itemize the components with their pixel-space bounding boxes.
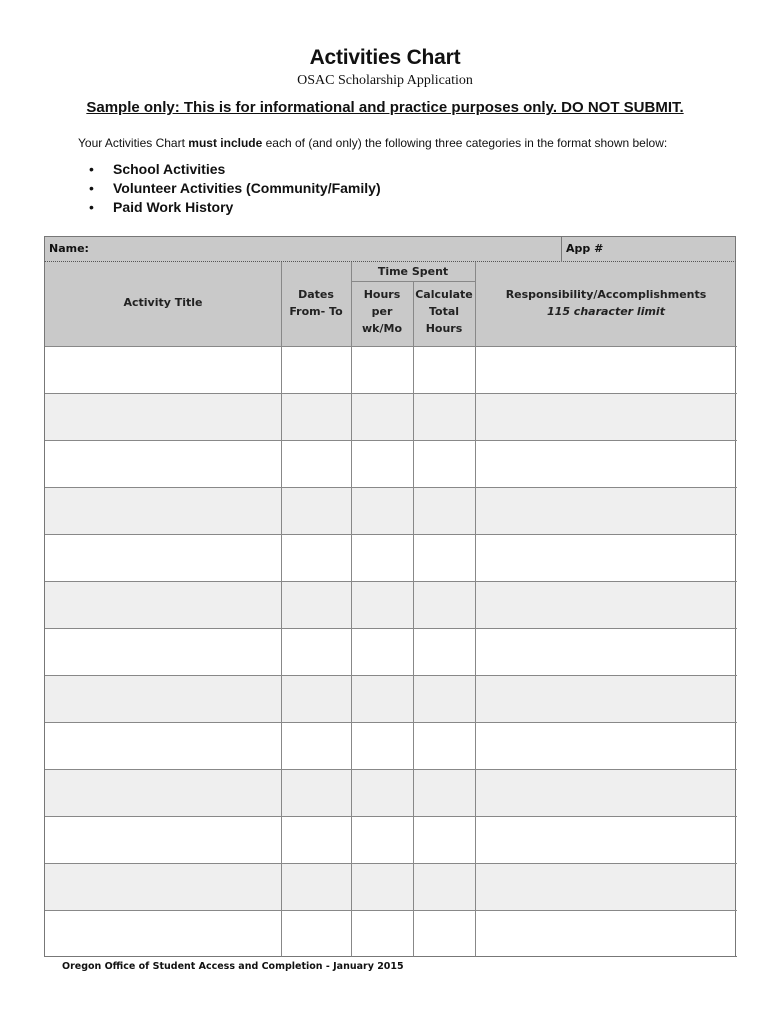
table-row (44, 769, 736, 816)
responsibility-cell[interactable] (475, 534, 737, 581)
calculate-cell[interactable] (413, 769, 475, 816)
dates-cell[interactable] (281, 534, 351, 581)
calculate-cell[interactable] (413, 722, 475, 769)
responsibility-cell[interactable] (475, 769, 737, 816)
table-row (44, 440, 736, 487)
calculate-cell[interactable] (413, 534, 475, 581)
hours-header-line: per (371, 305, 393, 318)
activity-title-cell[interactable] (45, 440, 281, 487)
hours-cell[interactable] (351, 863, 413, 910)
responsibility-cell[interactable] (475, 581, 737, 628)
divider (561, 237, 562, 263)
hours-cell[interactable] (351, 910, 413, 957)
bullet-icon: • (89, 199, 94, 215)
intro-after: each of (and only) the following three categories in the format shown below: (262, 136, 668, 150)
sample-warning: Sample only: This is for informational and practice purposes only. DO NOT SUBMIT. (86, 99, 684, 116)
table-row (44, 487, 736, 534)
hours-cell[interactable] (351, 440, 413, 487)
category-list (86, 160, 381, 217)
table-row (44, 628, 736, 675)
hours-cell[interactable] (351, 769, 413, 816)
hours-cell[interactable] (351, 675, 413, 722)
dates-cell[interactable] (281, 628, 351, 675)
hours-cell[interactable] (351, 393, 413, 440)
hours-cell[interactable] (351, 346, 413, 393)
calculate-cell[interactable] (413, 346, 475, 393)
table-row (44, 581, 736, 628)
dates-cell[interactable] (281, 346, 351, 393)
table-row (44, 534, 736, 581)
table-header (44, 262, 736, 346)
activity-title-cell[interactable] (45, 534, 281, 581)
hours-cell[interactable] (351, 534, 413, 581)
time-spent-header: Time Spent (377, 265, 449, 278)
activity-title-cell[interactable] (45, 769, 281, 816)
name-row (44, 236, 736, 262)
dates-header-line: Dates (298, 288, 334, 301)
calculate-cell[interactable] (413, 487, 475, 534)
dates-header-line: From- To (289, 305, 343, 318)
table-row (44, 816, 736, 863)
responsibility-cell[interactable] (475, 675, 737, 722)
hours-cell[interactable] (351, 487, 413, 534)
responsibility-header (475, 286, 737, 320)
page-subtitle: OSAC Scholarship Application (297, 73, 473, 88)
responsibility-header-line: Responsibility/Accomplishments (505, 288, 707, 301)
category-label: School Activities (113, 161, 226, 177)
table-row (44, 675, 736, 722)
dates-cell[interactable] (281, 675, 351, 722)
responsibility-cell[interactable] (475, 346, 737, 393)
responsibility-cell[interactable] (475, 487, 737, 534)
intro-text (78, 136, 738, 150)
calculate-cell[interactable] (413, 863, 475, 910)
activity-title-cell[interactable] (45, 581, 281, 628)
dates-header (281, 286, 351, 320)
dates-cell[interactable] (281, 816, 351, 863)
hours-header-line: Hours (363, 288, 401, 301)
table-row (44, 863, 736, 910)
bullet-icon: • (89, 161, 94, 177)
category-item (86, 198, 381, 217)
activity-title-header: Activity Title (123, 296, 203, 309)
hours-cell[interactable] (351, 628, 413, 675)
activity-title-cell[interactable] (45, 910, 281, 957)
category-item (86, 179, 381, 198)
calculate-cell[interactable] (413, 393, 475, 440)
activity-title-cell[interactable] (45, 346, 281, 393)
activity-title-cell[interactable] (45, 628, 281, 675)
activity-title-cell[interactable] (45, 393, 281, 440)
hours-cell[interactable] (351, 722, 413, 769)
footer-text: Oregon Office of Student Access and Completion - January 2015 (62, 961, 404, 972)
calculate-cell[interactable] (413, 581, 475, 628)
table-row (44, 910, 736, 957)
hours-cell[interactable] (351, 581, 413, 628)
activity-title-cell[interactable] (45, 816, 281, 863)
calculate-header (413, 286, 475, 337)
dates-cell[interactable] (281, 393, 351, 440)
category-label: Volunteer Activities (Community/Family) (113, 180, 381, 196)
hours-header (351, 286, 413, 337)
dates-cell[interactable] (281, 722, 351, 769)
calculate-cell[interactable] (413, 628, 475, 675)
dates-cell[interactable] (281, 910, 351, 957)
activity-title-cell[interactable] (45, 722, 281, 769)
table-row (44, 393, 736, 440)
responsibility-cell[interactable] (475, 440, 737, 487)
responsibility-cell[interactable] (475, 910, 737, 957)
calculate-cell[interactable] (413, 675, 475, 722)
responsibility-cell[interactable] (475, 393, 737, 440)
table-row (44, 346, 736, 393)
intro-bold: must include (188, 136, 263, 150)
divider (351, 281, 475, 282)
activity-title-cell[interactable] (45, 487, 281, 534)
dates-cell[interactable] (281, 863, 351, 910)
intro-before: Your Activities Chart (78, 136, 189, 150)
bullet-icon: • (89, 180, 94, 196)
dates-cell[interactable] (281, 487, 351, 534)
page-title: Activities Chart (309, 46, 461, 69)
name-label: Name: (49, 242, 89, 255)
app-number-label: App # (566, 242, 604, 255)
calculate-header-line: Hours (425, 322, 463, 335)
hours-cell[interactable] (351, 816, 413, 863)
responsibility-cell[interactable] (475, 863, 737, 910)
category-label: Paid Work History (113, 199, 234, 215)
calculate-cell[interactable] (413, 816, 475, 863)
calculate-cell[interactable] (413, 910, 475, 957)
activities-table (44, 236, 736, 959)
table-row (44, 722, 736, 769)
hours-header-line: wk/Mo (362, 322, 402, 335)
calculate-header-line: Calculate (415, 288, 473, 301)
calculate-cell[interactable] (413, 440, 475, 487)
responsibility-cell[interactable] (475, 722, 737, 769)
activity-title-cell[interactable] (45, 863, 281, 910)
responsibility-cell[interactable] (475, 628, 737, 675)
character-limit-note: 115 character limit (547, 305, 665, 318)
activity-title-cell[interactable] (45, 675, 281, 722)
category-item (86, 160, 381, 179)
dates-cell[interactable] (281, 581, 351, 628)
dates-cell[interactable] (281, 769, 351, 816)
calculate-header-line: Total (428, 305, 460, 318)
dates-cell[interactable] (281, 440, 351, 487)
responsibility-cell[interactable] (475, 816, 737, 863)
